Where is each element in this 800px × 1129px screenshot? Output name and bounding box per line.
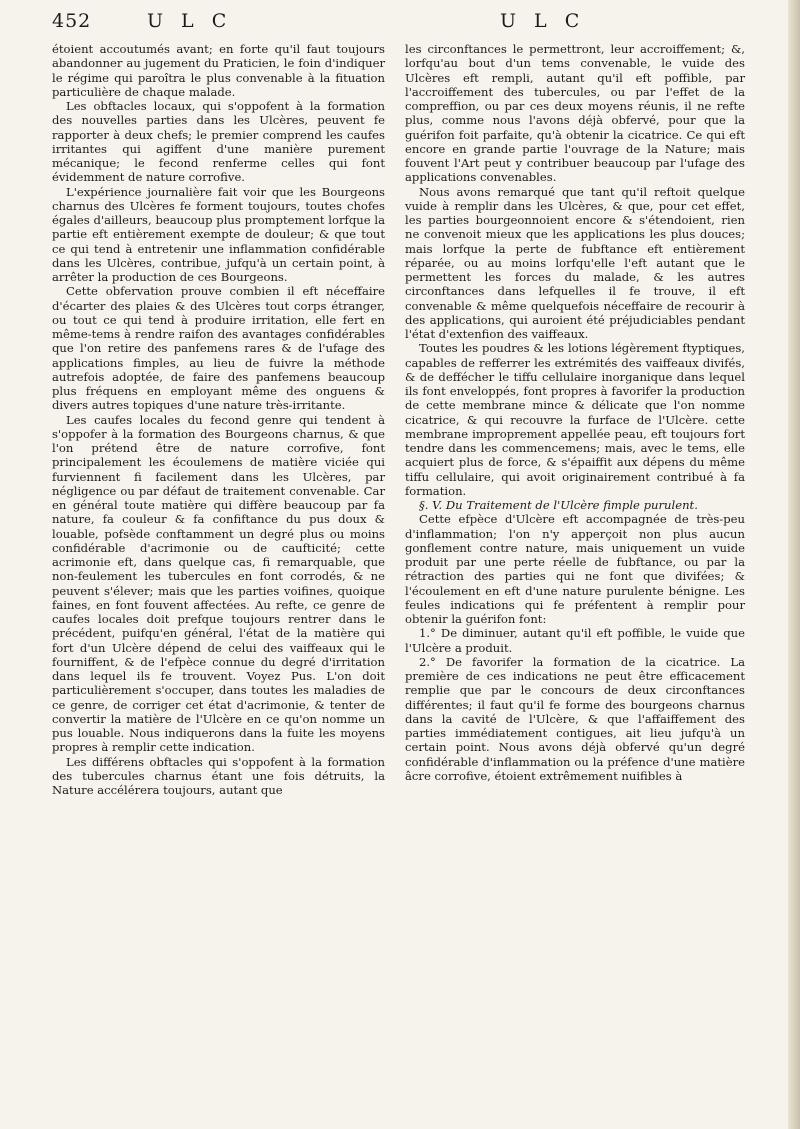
- paragraph: étoient accoutumés avant; en forte qu'il faut toujours abandonner au jugement du Praticien, le foin d'indiquer le régime qui paroîtra le plus convenable à la fituation particulière de chaque malade.: [52, 42, 385, 99]
- left-column: [52, 42, 385, 797]
- paragraph: Cette efpèce d'Ulcère eft accompagnée de très-peu d'inflammation; l'on n'y apperçoit non plus aucun gonflement contre nature, mais uniquement un vuide produit par une perte réelle de fubftance, ou par la rétraction des parties qui ne font que divifées; & l'écoulement en eft d'une nature purulente bénigne. Les feules indications qui fe préfentent à remplir pour obtenir la guérifon font:: [405, 512, 745, 626]
- paragraph: L'expérience journalière fait voir que les Bourgeons charnus des Ulcères fe forment toujours, toutes chofes égales d'ailleurs, beaucoup plus promptement lorfque la partie eft entièrement exempte de douleur; & que tout ce qui tend à entretenir une inflammation confidérable dans les Ulcères, contribue, jufqu'à un certain point, à arrêter la production de ces Bourgeons.: [52, 184, 385, 284]
- right-column: [405, 42, 745, 783]
- paragraph: Cette obfervation prouve combien il eft néceffaire d'écarter des plaies & des Ulcères tout corps étranger, ou tout ce qui tend à produire irritation, elle fert en même-tems à rendre raifon des avantages confidérables que l'on retire des panfemens rares & de l'ufage des applications fimples, au lieu de fuivre la méthode autrefois adoptée, de faire des panfemens beaucoup plus fréquens en employant même des onguens & divers autres topiques d'une nature très-irritante.: [52, 284, 385, 413]
- running-title-left: U L C: [147, 10, 233, 32]
- running-header: [52, 10, 762, 38]
- list-item: 2.° De favorifer la formation de la cicatrice. La première de ces indications ne peut être efficacement remplie que par le concours de deux circonftances différentes; il faut qu'il fe forme des bourgeons charnus dans la cavité de l'Ulcère, & que l'affaiffement des parties immédiatement contigues, ait lieu jufqu'à un certain point. Nous avons déjà obfervé qu'un degré confidérable d'inflammation ou la préfence d'une matière âcre corrofive, étoient extrêmement nuifibles à: [405, 654, 745, 783]
- paragraph: Nous avons remarqué que tant qu'il reftoit quelque vuide à remplir dans les Ulcères, & que, pour cet effet, les parties bourgeonnoient encore & s'étendoient, rien ne convenoit mieux que les applications les plus douces; mais lorfque la perte de fubftance eft entièrement réparée, ou au moins lorfqu'elle l'eft autant que le permettent les forces du malade, & les autres circonftances dans lefquelles il fe trouve, il eft convenable & même quelquefois néceffaire de recourir à des applications, qui auroient été préjudiciables pendant l'état d'extenfion des vaiffeaux.: [405, 184, 745, 341]
- page-edge: [788, 0, 800, 1129]
- section-heading: §. V. Du Traitement de l'Ulcère fimple purulent.: [419, 498, 698, 512]
- paragraph: Les différens obftacles qui s'oppofent à la formation des tubercules charnus étant une fois détruits, la Nature accélérera toujours, autant que: [52, 754, 385, 797]
- paragraph: Les obftacles locaux, qui s'oppofent à la formation des nouvelles parties dans les Ulcères, peuvent fe rapporter à deux chefs; le premier comprend les caufes irritantes qui agiffent d'une manière purement mécanique; le fecond renferme celles qui font évidemment de nature corrofive.: [52, 99, 385, 185]
- paragraph: Toutes les poudres & les lotions légèrement ftyptiques, capables de refferrer les extrémités des vaiffeaux divifés, & de deffécher le tiffu cellulaire inorganique dans lequel ils font enveloppés, font propres à favorifer la production de cette membrane mince & délicate que l'on nomme cicatrice, & qui recouvre la furface de l'Ulcère. cette membrane improprement appellée peau, eft toujours fort tendre dans les commencemens; mais, avec le tems, elle acquiert plus de force, & s'épaiffit aux dépens du même tiffu cellulaire, qui avoit originairement contribué à fa formation.: [405, 341, 745, 498]
- list-item: 1.° De diminuer, autant qu'il eft poffible, le vuide que l'Ulcère a produit.: [405, 626, 745, 655]
- page-number: 452: [52, 10, 92, 32]
- paragraph: les circonftances le permettront, leur accroiffement; &, lorfqu'au bout d'un tems convenable, le vuide des Ulcères eft rempli, autant qu'il eft poffible, par l'accroiffement des tubercules, ou par l'effet de la compreffion, ou par ces deux moyens réunis, il ne refte plus, comme nous l'avons déjà obfervé, pour que la guérifon foit parfaite, qu'à obtenir la cicatrice. Ce qui eft encore en grande partie l'ouvrage de la Nature; mais fouvent l'Art peut y contribuer beaucoup par l'ufage des applications convenables.: [405, 42, 745, 185]
- running-title-right: U L C: [500, 10, 586, 32]
- paragraph: Les caufes locales du fecond genre qui tendent à s'oppofer à la formation des Bourgeons charnus, & que l'on prétend être de nature corrofive, font principalement les écoulemens de matière viciée qui furviennent fi facilement dans les Ulcères, par négligence ou par défaut de traitement convenable. Car en général toute matière qui diffère beaucoup par fa nature, fa couleur & fa confiftance du pus doux & louable, pofsède conftamment un degré plus ou moins confidérable d'acrimonie ou de caufticité; cette acrimonie eft, dans quelque cas, fi remarquable, que non-feulement les tubercules en font corrodés, & ne peuvent s'élever; mais que les parties voifines, quoique faines, en font fouvent affectées. Au refte, ce genre de caufes locales doit prefque toujours rentrer dans le précédent, puifqu'en général, l'état de la matière qui fort d'un Ulcère dépend de celui des vaiffeaux qui le fourniffent, & de l'efpèce connue du degré d'irritation dans lequel ils fe trouvent. Voyez Pus. L'on doit particulièrement s'occuper, dans toutes les maladies de ce genre, de corriger cet état d'acrimonie, & tenter de convertir la matière de l'Ulcère en ce qu'on nomme un pus louable. Nous indiquerons dans la fuite les moyens propres à remplir cette indication.: [52, 412, 385, 755]
